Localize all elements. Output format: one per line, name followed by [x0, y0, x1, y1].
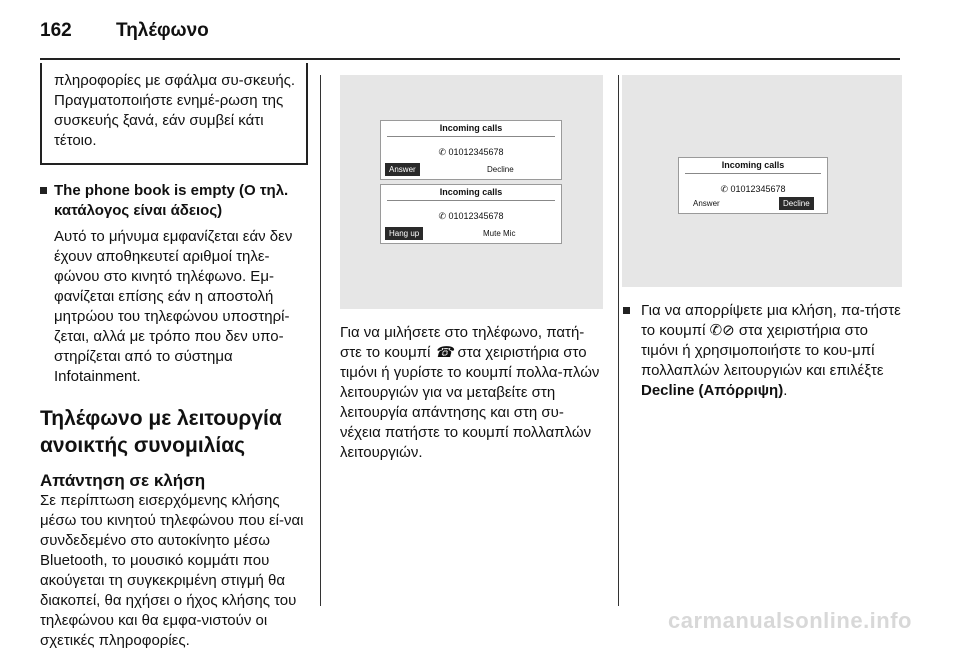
- decline-button[interactable]: Decline: [487, 165, 514, 174]
- figure-incoming-call-answer: [340, 75, 603, 309]
- instruction-text: .: [783, 382, 788, 399]
- caller-number-text: 01012345678: [448, 147, 504, 157]
- panel-rule: [685, 173, 821, 174]
- handset-icon: ✆: [438, 211, 446, 221]
- bullet-square: [40, 187, 47, 194]
- hang-up-button[interactable]: Hang up: [385, 227, 423, 240]
- bullet-body: Αυτό το μήνυμα εμφανίζεται εάν δεν έχουν αποθηκευτεί αριθμοί τηλε-φώνου στο κινητό τηλέφωνο. Εμ-φανίζεται επίσης εάν η αποστολή μητρώου του τηλεφώνου υποστηρί-ζεται, αλλά με τρόπο που δεν υπο-στηρίζεται από το σύστημα Infotainment.: [54, 228, 293, 385]
- subsection-title: Απάντηση σε κλήση: [40, 471, 206, 490]
- instruction-text: Για να απορρίψετε μια κλήση, πα-τήστε το κουμπί: [641, 302, 901, 339]
- page-number: 162: [40, 20, 72, 41]
- mute-mic-button[interactable]: Mute Mic: [483, 229, 516, 238]
- note-box: πληροφορίες με σφάλμα συ-σκευής. Πραγματοποιήστε ενημέ-ρωση της συσκευής ξανά, εάν συμβεί κάτι τέτοιο.: [40, 63, 308, 165]
- bullet-square: [623, 307, 630, 314]
- column-1: [40, 63, 308, 651]
- subsection-body: Σε περίπτωση εισερχόμενης κλήσης μέσω του κινητού τηλεφώνου που εί-ναι συνδεδεμένο στο αυτοκίνητο μέσω Bluetooth, το μουσικό κομμάτι που ακούγεται τη συγκεκριμένη στιγμή θα διακοπεί, θα ηχήσει ο ήχος κλήσης του τηλεφώνου και θα εμφα-νιστούν οι σχετικές πληροφορίες.: [40, 492, 304, 649]
- instruction-text: στα χειριστήρια στο τιμόνι ή χρησιμοποιήστε το κου-μπί πολλαπλών λειτουργιών και επιλέξτε: [641, 322, 884, 379]
- answer-button[interactable]: Answer: [693, 199, 720, 208]
- caller-number: [381, 142, 561, 162]
- panel-buttons: [385, 227, 557, 240]
- incoming-calls-panel: [678, 157, 828, 214]
- incoming-calls-panel: [380, 120, 562, 180]
- page-title: Τηλέφωνο: [116, 20, 209, 41]
- instruction-text: Για να μιλήσετε στο τηλέφωνο, πατή-στε το κουμπί: [340, 324, 585, 361]
- decline-instructions: [622, 301, 902, 401]
- decline-button[interactable]: Decline: [779, 197, 814, 210]
- column-3: [622, 75, 902, 401]
- panel-header: Incoming calls: [721, 160, 785, 170]
- watermark: carmanualsonline.info: [668, 608, 912, 633]
- answer-instructions: [340, 323, 603, 463]
- panel-rule: [387, 136, 555, 137]
- column-divider-2: [618, 75, 619, 606]
- section-title: Τηλέφωνο με λειτουργία ανοικτής συνομιλίας: [40, 407, 282, 457]
- panel-buttons: [683, 197, 823, 210]
- caller-number-text: 01012345678: [730, 184, 786, 194]
- active-call-panel: [380, 184, 562, 244]
- handset-icon: ✆: [438, 147, 446, 157]
- caller-number-text: 01012345678: [448, 211, 504, 221]
- bullet-item: [40, 181, 308, 387]
- bullet-title: The phone book is empty (Ο τηλ. κατάλογος είναι άδειος): [54, 182, 289, 219]
- caller-number: [381, 206, 561, 226]
- figure-incoming-call-decline: [622, 75, 902, 287]
- panel-buttons: [385, 163, 557, 176]
- panel-rule: [387, 200, 555, 201]
- header-rule: [40, 58, 900, 60]
- column-divider-1: [320, 75, 321, 606]
- caller-number: [679, 179, 827, 199]
- answer-button[interactable]: Answer: [385, 163, 420, 176]
- decline-label: Decline (Απόρριψη): [641, 382, 784, 399]
- instruction-text: στα χειριστήρια στο τιμόνι ή γυρίστε το κουμπί πολλα-πλών λειτουργιών για να μεταβείτε στη λειτουργία απάντησης και στη συ-νέχεια πατήστε το κουμπί πολλαπλών λειτουργιών.: [340, 344, 600, 461]
- handset-icon: ✆: [720, 184, 728, 194]
- phone-icon: ☎: [434, 344, 454, 361]
- panel-header: Incoming calls: [439, 123, 503, 133]
- hangup-mute-icon: ✆⊘: [709, 322, 735, 339]
- column-2: [340, 75, 603, 463]
- panel-header: Incoming calls: [439, 187, 503, 197]
